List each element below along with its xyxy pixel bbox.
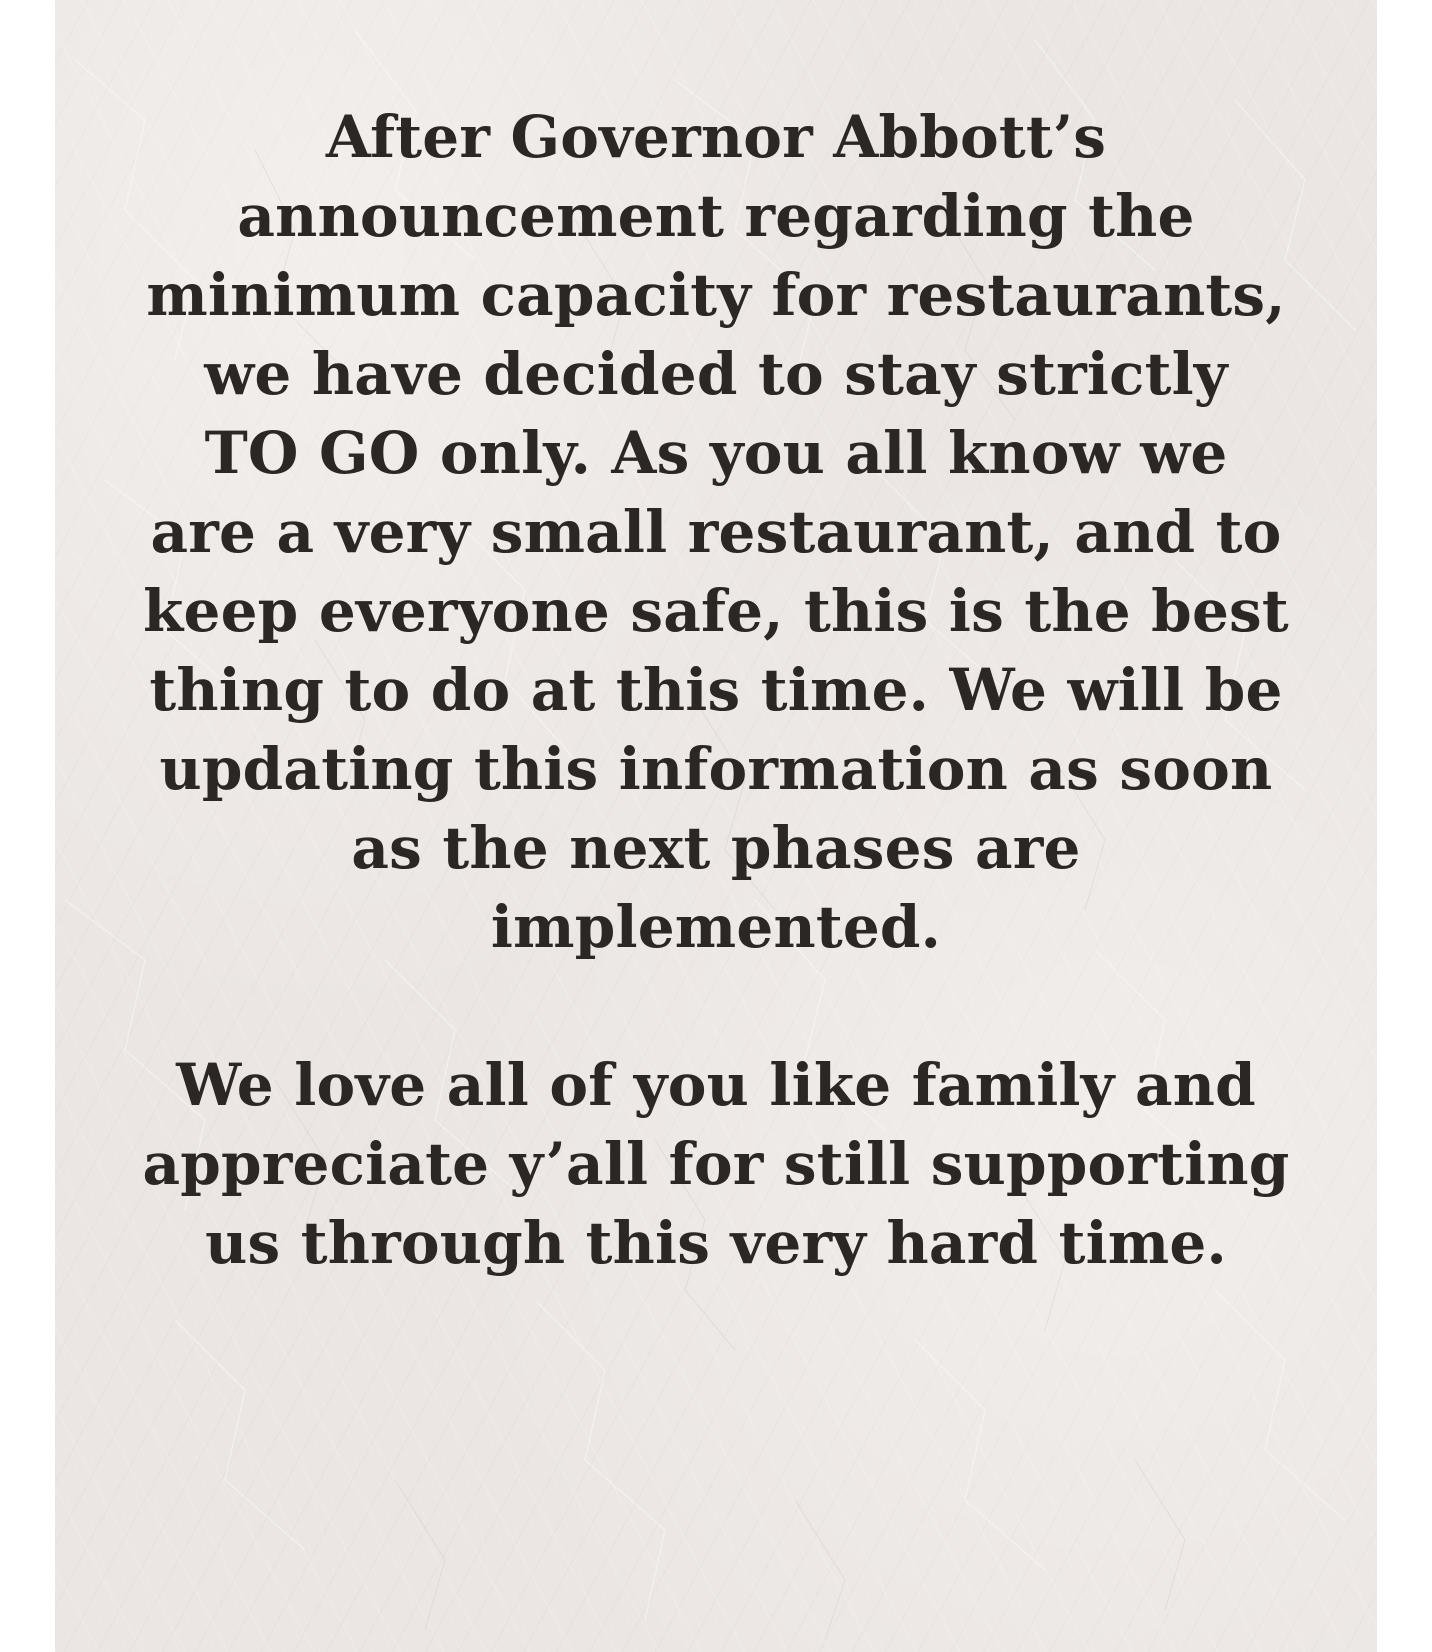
notice-line: appreciate y’all for still supporting	[142, 1130, 1290, 1198]
notice-line: TO GO only. As you all know we	[204, 419, 1228, 487]
notice-line: keep everyone safe, this is the best	[143, 577, 1289, 645]
notice-line: announcement regarding the	[237, 182, 1195, 250]
notice-line: implemented.	[490, 893, 942, 961]
notice-line: updating this information as soon	[159, 735, 1273, 803]
notice-line: as the next phases are	[351, 814, 1081, 882]
notice-line: After Governor Abbott’s	[325, 103, 1107, 171]
paragraph-gap	[55, 967, 1377, 1046]
notice-line: thing to do at this time. We will be	[149, 656, 1283, 724]
notice-line: are a very small restaurant, and to	[150, 498, 1282, 566]
notice-line: minimum capacity for restaurants,	[146, 261, 1286, 329]
textured-paper-background	[55, 0, 1377, 1652]
notice-line: us through this very hard time.	[205, 1209, 1227, 1277]
notice-line: we have decided to stay strictly	[204, 340, 1228, 408]
notice-text	[55, 98, 1377, 1283]
notice-line: We love all of you like family and	[176, 1051, 1256, 1119]
